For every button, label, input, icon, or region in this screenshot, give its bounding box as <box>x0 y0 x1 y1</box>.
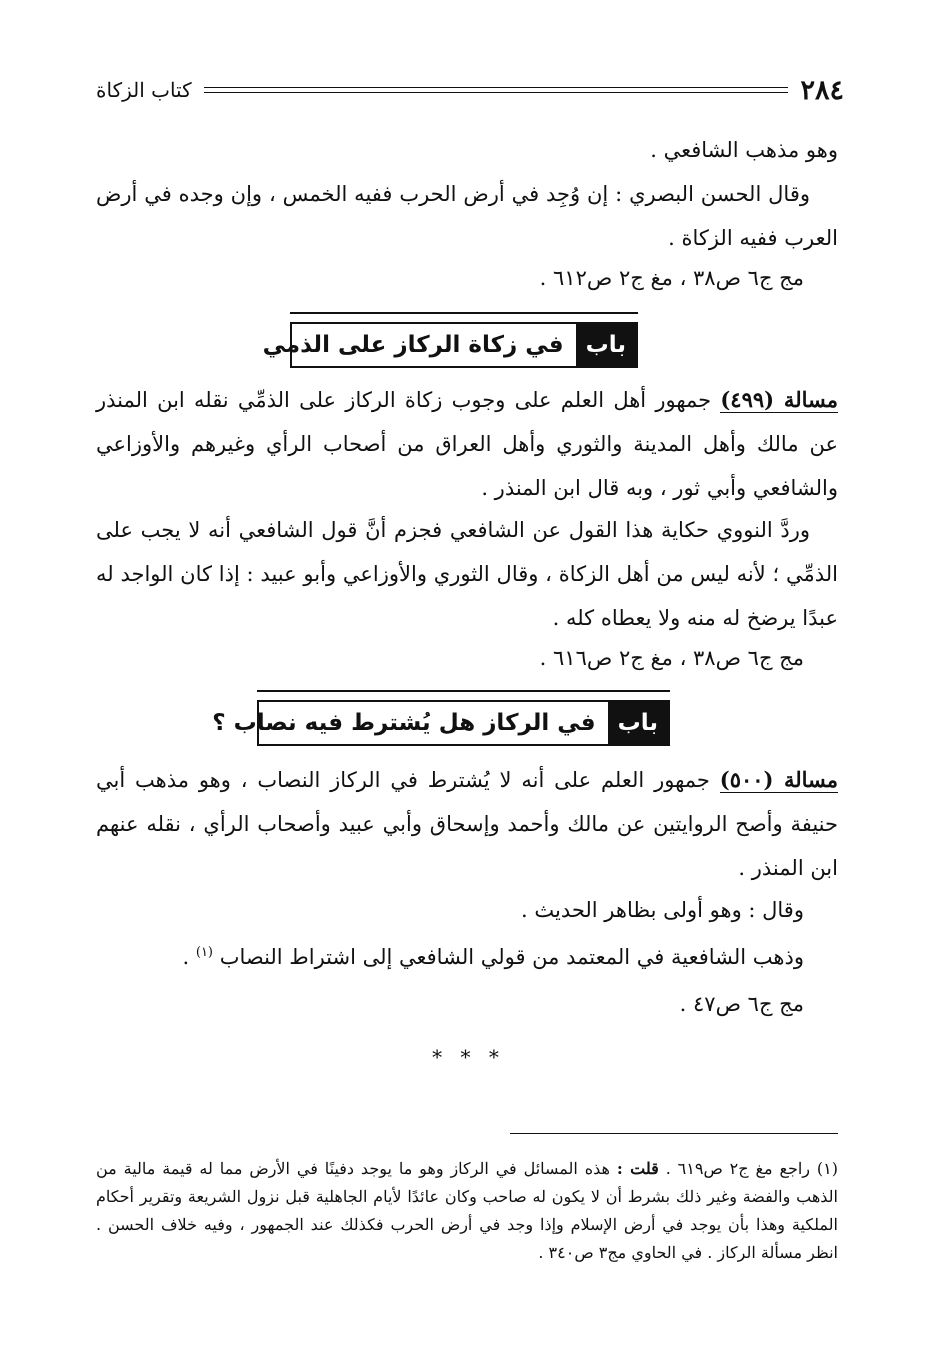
chapter-label: باب <box>608 702 668 744</box>
chapter-heading <box>262 322 638 368</box>
paragraph <box>96 378 838 510</box>
paragraph: وقال الحسن البصري : إن وُجِد في أرض الحرب ففيه الخمس ، وإن وجده في أرض العرب ففيه الزكاة . <box>96 182 838 250</box>
footnote-text: هذه المسائل في الركاز وهو ما يوجد دفينًا في الأرض مما له قيمة مالية من الذهب والفضة وغير ذلك بشرط أن لا يكون له صاحب وكان عائدًا لأيام الجاهلية قبل نزول الشريعة وتقرير أحكام الملكية وهذا بأن يوجد في أرض الإسلام وإذا وجد في أرض الحرب فكذلك عند الجمهور ، وفيه خلاف الحسن . انظر مسألة الركاز . في الحاوي مج٣ ص٣٤٠ . <box>96 1159 838 1262</box>
footnote-rule <box>510 1133 838 1134</box>
paragraph <box>96 758 838 890</box>
issue-label: مسالة (٤٩٩) <box>720 387 838 412</box>
heading-top-rule <box>290 312 638 314</box>
reference-line: مج ج٦ ص٣٨ ، مغ ج٢ ص٦١٦ . <box>539 646 804 670</box>
chapter-title: في الركاز هل يُشترط فيه نصاب ؟ <box>212 710 596 736</box>
paragraph-end: . <box>182 945 190 969</box>
section-separator: * * * <box>432 1045 505 1069</box>
heading-top-rule <box>257 690 670 692</box>
running-header <box>96 70 844 110</box>
footnote-marker: (١) <box>195 945 213 960</box>
paragraph: وردَّ النووي حكاية هذا القول عن الشافعي فجزم أنَّ قول الشافعي أنه لا يجب على الذمِّي ؛ لأنه ليس من أهل الزكاة ، وقال الثوري والأوزاعي وأبو عبيد : إذا كان الواجد له عبدًا يرضخ له منه ولا يعطاه كله . <box>96 518 838 630</box>
footnote <box>96 1155 838 1267</box>
chapter-heading <box>212 700 670 746</box>
footnote-lead: (١) راجع مغ ج٢ ص٦١٩ . <box>665 1159 838 1178</box>
reference-line: مج ج٦ ص٣٨ ، مغ ج٢ ص٦١٢ . <box>539 266 804 290</box>
footnote-bold: قلت : <box>616 1159 659 1178</box>
issue-label: مسالة (٥٠٠) <box>719 767 838 792</box>
paragraph-text: وذهب الشافعية في المعتمد من قولي الشافعي إلى اشتراط النصاب <box>219 945 804 969</box>
book-title: كتاب الزكاة <box>96 78 192 102</box>
chapter-title: في زكاة الركاز على الذمي <box>262 332 564 358</box>
issue-text: جمهور أهل العلم على وجوب زكاة الركاز على الذمِّي نقله ابن المنذر عن مالك وأهل المدينة والثوري وأهل العراق من أصحاب الرأي وغيرهم والأوزاعي والشافعي وأبي ثور ، وبه قال ابن المنذر . <box>96 388 838 500</box>
page-number: ٢٨٤ <box>800 74 844 106</box>
issue-text: جمهور العلم على أنه لا يُشترط في الركاز النصاب ، وهو مذهب أبي حنيفة وأصح الروايتين عن مالك وأحمد وإسحاق وأبي عبيد وأصحاب الرأي ، نقله عنهم ابن المنذر . <box>96 768 838 880</box>
chapter-label: باب <box>576 324 636 366</box>
reference-line: مج ج٦ ص٤٧ . <box>679 992 804 1016</box>
paragraph <box>96 938 804 972</box>
header-double-rule <box>204 87 789 93</box>
paragraph: وقال : وهو أولى بظاهر الحديث . <box>521 898 804 922</box>
paragraph: وهو مذهب الشافعي . <box>650 138 838 162</box>
